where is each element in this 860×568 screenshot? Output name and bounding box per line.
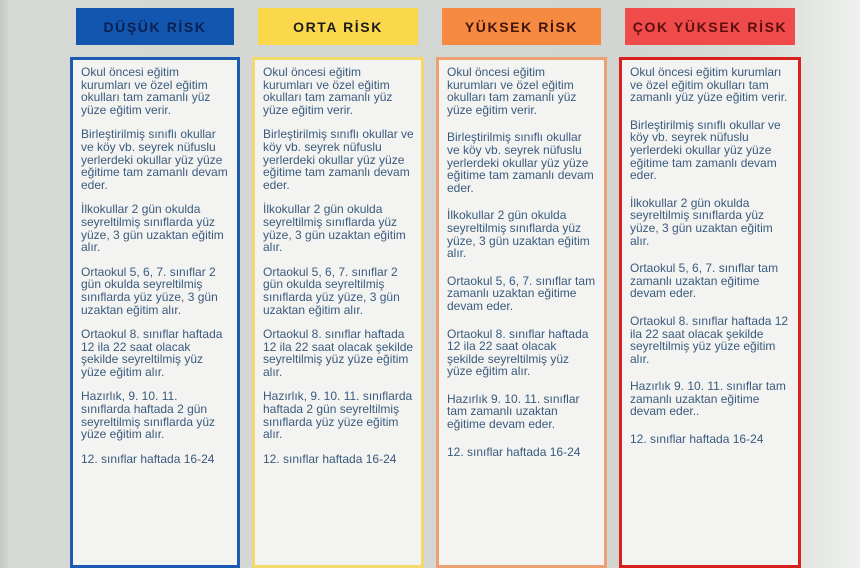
paragraph: İlkokullar 2 gün okulda seyreltilmiş sınıflarda yüz yüze, 3 gün uzaktan eğitim alır. bbox=[630, 195, 773, 248]
paragraph: İlkokullar 2 gün okulda seyreltilmiş sınıflarda yüz yüze, 3 gün uzaktan eğitim alır. bbox=[81, 202, 224, 255]
header-orta-risk: ORTA RİSK bbox=[258, 8, 418, 45]
risk-columns-container bbox=[70, 8, 801, 568]
paragraph: Okul öncesi eğitim kurumları ve özel eğitim okulları tam zamanlı yüz yüze eğitim verir. bbox=[263, 65, 393, 117]
panel-orta-risk bbox=[252, 57, 424, 568]
column-orta-risk bbox=[252, 8, 424, 568]
column-yuksek-risk bbox=[436, 8, 607, 568]
paragraph: 12. sınıflar haftada 16-24 bbox=[81, 451, 215, 466]
header-yuksek-risk: YÜKSEK RİSK bbox=[442, 8, 601, 45]
paragraph: İlkokullar 2 gün okulda seyreltilmiş sınıflarda yüz yüze, 3 gün uzaktan eğitim alır. bbox=[263, 202, 406, 255]
paragraph: Hazırlık 9. 10. 11. sınıflar tam zamanlı uzaktan eğitime devam eder.. bbox=[630, 379, 786, 419]
paragraph: Hazırlık, 9. 10. 11. sınıflarda haftada 2 gün seyreltilmiş sınıflarda yüz yüze eğitim alır. bbox=[263, 389, 413, 442]
paragraph: Birleştirilmiş sınıflı okullar ve köy vb. seyrek nüfuslu yerlerdeki okullar yüz yüze eğitime tam zamanlı devam eder. bbox=[447, 130, 594, 195]
paragraph: Ortaokul 8. sınıflar haftada 12 ila 22 saat olacak şekilde seyreltilmiş yüz yüze eğitim alır. bbox=[263, 327, 414, 379]
panel-dusuk-risk bbox=[70, 57, 240, 568]
paragraph: Hazırlık, 9. 10. 11. sınıflarda haftada 2 gün seyreltilmiş sınıflarda yüz yüze eğitim alır. bbox=[81, 389, 216, 442]
paragraph: Ortaokul 5, 6, 7. sınıflar tam zamanlı uzaktan eğitime devam eder. bbox=[630, 261, 779, 301]
paragraph: 12. sınıflar haftada 16-24 bbox=[263, 451, 397, 466]
panel-yuksek-risk bbox=[436, 57, 607, 568]
paragraph: Birleştirilmiş sınıflı okullar ve köy vb. seyrek nüfuslu yerlerdeki okullar yüz yüze eğitime tam zamanlı devam eder. bbox=[263, 127, 414, 192]
panel-cok-yuksek-risk bbox=[619, 57, 801, 568]
paragraph: Okul öncesi eğitim kurumları ve özel eğitim okulları tam zamanlı yüz yüze eğitim verir. bbox=[81, 65, 211, 117]
paragraph: Ortaokul 5, 6, 7. sınıflar 2 gün okulda seyreltilmiş sınıflarda yüz yüze, 3 gün uzaktan eğitim alır. bbox=[263, 264, 400, 317]
paragraph: Birleştirilmiş sınıflı okullar ve köy vb. seyrek nüfuslu yerlerdeki okullar yüz yüze eğitime tam zamanlı devam eder. bbox=[630, 117, 781, 183]
paragraph: 12. sınıflar haftada 16-24 bbox=[447, 444, 581, 459]
paragraph: 12. sınıflar haftada 16-24 bbox=[630, 432, 764, 447]
column-cok-yuksek-risk bbox=[619, 8, 801, 568]
paragraph: İlkokullar 2 gün okulda seyreltilmiş sınıflarda yüz yüze, 3 gün uzaktan eğitim alır. bbox=[447, 208, 590, 261]
paragraph: Ortaokul 8. sınıflar haftada 12 ila 22 saat olacak şekilde seyreltilmiş yüz yüze eğitim alır. bbox=[630, 313, 789, 366]
paragraph: Ortaokul 8. sınıflar haftada 12 ila 22 saat olacak şekilde seyreltilmiş yüz yüze eğitim alır. bbox=[447, 326, 589, 379]
paragraph: Okul öncesi eğitim kurumları ve özel eğitim okulları tam zamanlı yüz yüze eğitim verir. bbox=[447, 65, 577, 117]
paragraph: Hazırlık 9. 10. 11. sınıflar tam zamanlı uzaktan eğitime devam eder. bbox=[447, 391, 580, 432]
paragraph: Ortaokul 8. sınıflar haftada 12 ila 22 saat olacak şekilde seyreltilmiş yüz yüze eğitim alır. bbox=[81, 327, 223, 379]
header-dusuk-risk: DÜŞÜK RİSK bbox=[76, 8, 234, 45]
header-cok-yuksek-risk: ÇOK YÜKSEK RİSK bbox=[625, 8, 795, 45]
paragraph: Ortaokul 5, 6, 7. sınıflar 2 gün okulda seyreltilmiş sınıflarda yüz yüze, 3 gün uzaktan eğitim alır. bbox=[81, 264, 218, 317]
paragraph: Birleştirilmiş sınıflı okullar ve köy vb. seyrek nüfuslu yerlerdeki okullar yüz yüze eğitime tam zamanlı devam eder. bbox=[81, 127, 228, 192]
paragraph: Ortaokul 5, 6, 7. sınıflar tam zamanlı uzaktan eğitime devam eder. bbox=[447, 273, 596, 313]
column-dusuk-risk bbox=[70, 8, 240, 568]
paragraph: Okul öncesi eğitim kurumları ve özel eğitim okulları tam zamanlı yüz yüze eğitim verir. bbox=[630, 65, 788, 105]
